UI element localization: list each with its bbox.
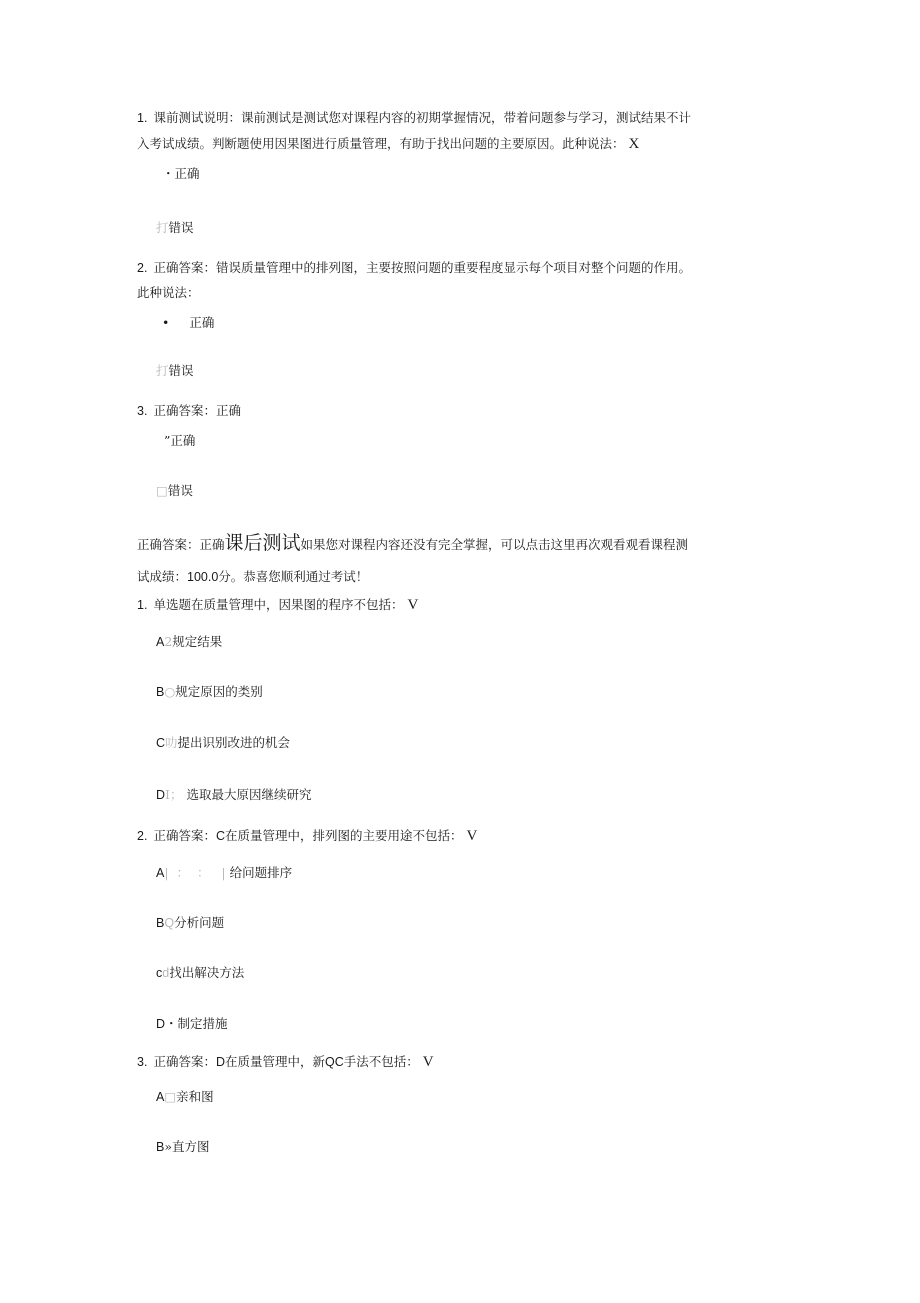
score-label: 试成绩： — [137, 569, 188, 584]
post-q2-option-d-letter: D — [156, 1017, 166, 1031]
pre-q3-text-1: 正确答案：正确 — [153, 403, 241, 418]
post-q1-option-a-label: 规定结果 — [172, 634, 223, 649]
post-q3-option-b[interactable] — [156, 1141, 210, 1154]
pre-q1-text-1: 课前测试说明：课前测试是测试您对课程内容的初期掌握情况，带着问题参与学习，测试结果不计 — [153, 110, 691, 125]
post-q1-number: 1. — [137, 598, 148, 612]
pre-q3-option-a[interactable] — [164, 435, 195, 448]
pre-q1-mark: X — [628, 136, 640, 152]
pre-q2-option-b-label: 错误 — [168, 363, 194, 378]
post-q3-qc: QC — [325, 1055, 344, 1069]
post-q2-option-a-letter: A — [156, 866, 165, 880]
post-q3-option-b-letter: B — [156, 1140, 165, 1154]
post-q2-option-b-letter: B — [156, 916, 165, 930]
post-q2-option-c-letter: c — [156, 966, 163, 980]
post-q1-answer: C — [215, 829, 225, 843]
post-q1-option-c-letter: C — [156, 736, 166, 750]
post-q1-text: 单选题在质量管理中，因果图的程序不包括： — [153, 597, 404, 612]
post-q1-option-d-label: 选取最大原因继续研究 — [186, 787, 312, 802]
post-q3-option-a-label: 亲和图 — [176, 1089, 214, 1104]
post-q1-option-d-noise: I； — [165, 787, 183, 802]
result-line1 — [137, 534, 688, 553]
post-q3-option-b-noise: » — [164, 1139, 172, 1154]
pre-q1-option-a-label: 正确 — [174, 166, 200, 181]
post-q1-option-c[interactable] — [156, 737, 290, 750]
post-q1-option-c-label: 提出识别改进的机会 — [177, 735, 291, 750]
pre-q1-option-b-prefix: 打 — [156, 220, 169, 235]
post-q2-line — [137, 829, 477, 844]
pre-q2-option-b[interactable] — [156, 365, 194, 378]
pre-q3-option-a-prefix: ” — [164, 433, 171, 448]
post-q1-option-b-noise: ○ — [164, 684, 176, 699]
score-value: 100.0 — [187, 570, 219, 584]
post-q3-text-b: 手法不包括： — [343, 1054, 419, 1069]
post-q1-option-b-label: 规定原因的类别 — [175, 684, 263, 699]
post-q1-line — [137, 598, 418, 613]
post-q3-number: 3. — [137, 1055, 148, 1069]
pre-q1-option-b[interactable] — [156, 222, 194, 235]
post-q3-mark: V — [422, 1054, 434, 1070]
post-q2-option-b-label: 分析问题 — [174, 915, 225, 930]
pre-q3-number: 3. — [137, 404, 148, 418]
pre-q1-option-b-label: 错误 — [168, 220, 194, 235]
post-q2-text: 在质量管理中，排列图的主要用途不包括： — [224, 828, 463, 843]
pre-q2-text-2: 此种说法： — [137, 285, 200, 300]
post-q2-option-b-noise: Q — [164, 916, 175, 930]
post-q1-option-a[interactable] — [156, 636, 222, 649]
post-q2-prefix: 正确答案： — [153, 828, 216, 843]
pre-q3-option-b[interactable] — [156, 485, 193, 498]
post-q2-mark: V — [466, 828, 478, 844]
post-q2-option-d[interactable] — [156, 1018, 228, 1031]
pre-q2-option-a-label: 正确 — [189, 315, 215, 330]
post-q1-option-d[interactable] — [156, 789, 312, 802]
post-q1-option-c-noise: 叻 — [165, 735, 178, 750]
post-q3-line — [137, 1055, 434, 1070]
pre-q3-answer: 正确答案：正确 — [137, 537, 225, 552]
result-line2 — [137, 571, 368, 584]
post-q2-option-a-noise: | ： ： | — [164, 865, 226, 880]
post-q2-option-c-noise: d — [162, 966, 170, 980]
pre-q2-option-a[interactable] — [162, 317, 214, 330]
post-test-heading: 课后测试 — [224, 532, 301, 554]
pre-q1-line1 — [137, 112, 691, 125]
result-text-1: 如果您对课程内容还没有完全掌握，可以点击这里再次观看观看课程测 — [300, 537, 689, 552]
pre-q2-line1 — [137, 262, 691, 275]
post-q3-option-a-noise: □ — [164, 1089, 177, 1104]
pre-q1-line2 — [137, 137, 639, 152]
pre-q2-option-a-prefix: • — [162, 315, 170, 330]
post-q2-option-c[interactable] — [156, 967, 244, 980]
post-q3-option-a[interactable] — [156, 1091, 214, 1104]
pre-q3-option-b-prefix: □ — [156, 483, 168, 498]
post-q2-option-d-label: 制定措施 — [177, 1016, 228, 1031]
pre-q3-option-a-label: 正确 — [170, 433, 196, 448]
post-q2-option-b[interactable] — [156, 917, 224, 930]
post-q3-prefix: 正确答案： — [153, 1054, 216, 1069]
post-q2-option-a[interactable] — [156, 867, 292, 880]
pre-q1-option-a-prefix: ・ — [162, 166, 175, 181]
post-q2-option-c-label: 找出解决方法 — [169, 965, 245, 980]
post-q1-option-b-letter: B — [156, 685, 165, 699]
post-q1-option-a-letter: A — [156, 635, 165, 649]
pre-q2-text-1: 正确答案：错误质量管理中的排列图，主要按照问题的重要程度显示每个项目对整个问题的作用。 — [153, 260, 691, 275]
post-q3-option-b-label: 直方图 — [172, 1139, 210, 1154]
post-q1-option-a-noise: 2 — [164, 634, 173, 649]
pre-q2-option-b-prefix: 打 — [156, 363, 169, 378]
post-q1-mark: V — [407, 597, 419, 613]
post-q2-number: 2. — [137, 829, 148, 843]
post-q1-option-b[interactable] — [156, 686, 263, 699]
post-q2-option-a-label: 给问题排序 — [229, 865, 293, 880]
post-q3-option-a-letter: A — [156, 1090, 165, 1104]
score-suffix: 分。恭喜您顺利通过考试！ — [218, 569, 369, 584]
post-q2-option-d-noise: ・ — [165, 1016, 178, 1031]
pre-q1-text-2: 入考试成绩。判断题使用因果图进行质量管理，有助于找出问题的主要原因。此种说法： — [137, 136, 625, 151]
pre-q3-line1 — [137, 405, 241, 418]
post-q1-option-d-letter: D — [156, 788, 166, 802]
pre-q1-number: 1. — [137, 111, 148, 125]
pre-q1-option-a[interactable] — [162, 168, 200, 181]
pre-q2-line2 — [137, 287, 200, 300]
post-q2-answer: D — [215, 1055, 225, 1069]
pre-q3-option-b-label: 错误 — [167, 483, 193, 498]
post-q3-text-a: 在质量管理中，新 — [224, 1054, 325, 1069]
pre-q2-number: 2. — [137, 261, 148, 275]
